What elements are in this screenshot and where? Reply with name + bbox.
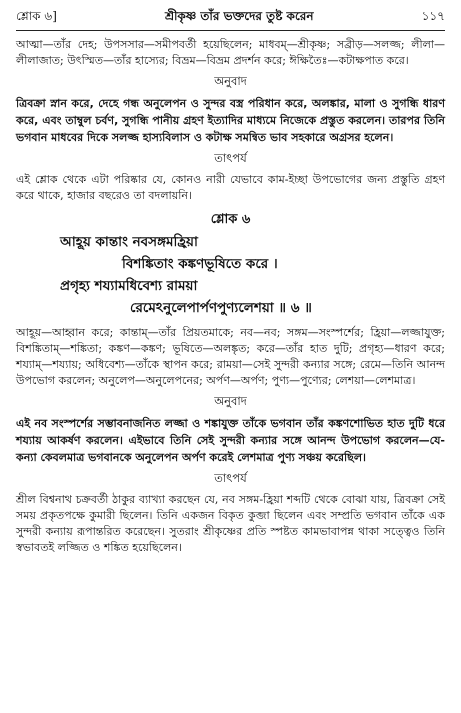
header-chapter-title: শ্রীকৃষ্ণ তাঁর ভক্তদের তুষ্ট করেন [164, 9, 314, 23]
translation-text: এই নব সংস্পর্শের সম্ভাবনাজনিত লজ্জা ও শঙ্কাযুক্ত তাঁকে ভগবান তাঁর কঙ্কণশোভিত হাত দুটি ধরে শয্যায় আকর্ষণ করলেন। এইভাবে তিনি সেই সুন্দরী কন্যার সঙ্গে আনন্দ উপভোগ করলেন—যে-কন্যা কেবলমাত্র ভগবানকে অনুলেপন অর্পণ করেই লেশমাত্র পুণ্য সঞ্চয় করেছিল। [16, 417, 445, 464]
header-verse-ref: শ্লোক ৬] [16, 9, 57, 23]
translation-heading: অনুবাদ [214, 394, 247, 408]
book-page [16, 8, 445, 556]
word-meanings-intro: আত্মা—তাঁর দেহ; উপসসার—সমীপবর্তী হয়েছিলেন; মাধবম্—শ্রীকৃষ্ণ; সব্রীড়—সলজ্জ; লীলা—লীলাজাত; উৎস্মিত—তাঁর হাস্যের; বিভ্রম—বিভ্রম প্রদর্শন করে; ঈক্ষিতৈঃ—কটাক্ষপাত করে। [16, 38, 445, 67]
purport-text: এই শ্লোক থেকে এটা পরিষ্কার যে, কোনও নারী যেভাবে কাম-ইচ্ছা উপভোগের জন্য প্রস্তুতি গ্রহণ করে থাকে, হাজার বছরেও তা বদলায়নি। [16, 173, 445, 202]
translation-heading: অনুবাদ [214, 74, 247, 88]
verse-number: শ্লোক ৬ [210, 212, 251, 227]
purport-heading: তাৎপর্য [214, 151, 247, 165]
verse-line: প্রগৃহ্য শয্যামধিবেশ্য রাময়া [60, 278, 198, 294]
verse-line: রেমেঽনুলেপার্পণপুণ্যলেশয়া ॥ ৬ ॥ [130, 300, 312, 316]
verse-line: বিশঙ্কিতাং কঙ্কণভূষিতে করে । [122, 256, 278, 272]
page-header [16, 8, 445, 31]
verse-line: আহূয় কান্তাং নবসঙ্গমহ্রিয়া [60, 234, 198, 250]
header-page-number: ১১৭ [421, 9, 445, 23]
purport-heading: তাৎপর্য [214, 471, 247, 485]
translation-text: ত্রিবক্রা স্নান করে, দেহে গন্ধ অনুলেপন ও সুন্দর বস্ত্র পরিধান করে, অলঙ্কার, মালা ও সুগন্ধি ধারণ করে, এবং তাম্বুল চর্বণ, সুগন্ধি পানীয় গ্রহণ ইত্যাদির মাধ্যমে নিজেকে প্রস্তুত করলেন। তারপর তিনি ভগবান মাধবের দিকে সলজ্জ হাস্যবিলাস ও কটাক্ষ সমন্বিত ভাব সহকারে অগ্রসর হলেন। [16, 97, 445, 144]
purport-text: শ্রীল বিশ্বনাথ চক্রবর্তী ঠাকুর ব্যাখ্যা করছেন যে, নব সঙ্গম-হ্রিয়া শব্দটি থেকে বোঝা যায়, ত্রিবক্রা সেই সময় প্রকৃতপক্ষে কুমারী ছিলেন। তিনি একজন বিকৃত কুব্জা ছিলেন এবং সম্প্রতি ভগবান তাঁকে এক সুন্দরী কন্যায় রূপান্তরিত করেছেন। সুতরাং শ্রীকৃষ্ণের প্রতি স্পষ্টত কামভাবাপন্ন থাকা সত্ত্বেও তিনি স্বভাবতই লজ্জিত ও শঙ্কিত হয়েছিলেন। [16, 493, 445, 554]
word-meanings: আহূয়—আহ্বান করে; কান্তাম্—তাঁর প্রিয়তমাকে; নব—নব; সঙ্গম—সংস্পর্শের; হ্রিয়া—লজ্জাযুক্ত; বিশঙ্কিতাম্—শঙ্কিতা; কঙ্কণ—কঙ্কণ; ভূষিতে—অলঙ্কৃত; করে—তাঁর হাত দুটি; প্রগৃহ্য—ধারণ করে; শয্যাম্—শয্যায়; অধিবেশ্য—তাঁকে স্থাপন করে; রাময়া—সেই সুন্দরী কন্যার সঙ্গে; রেমে—তিনি আনন্দ উপভোগ করলেন; অনুলেপ—অনুলেপনের; অর্পণ—অর্পণ; পুণ্য—পুণ্যের; লেশয়া—লেশমাত্র। [16, 326, 445, 387]
